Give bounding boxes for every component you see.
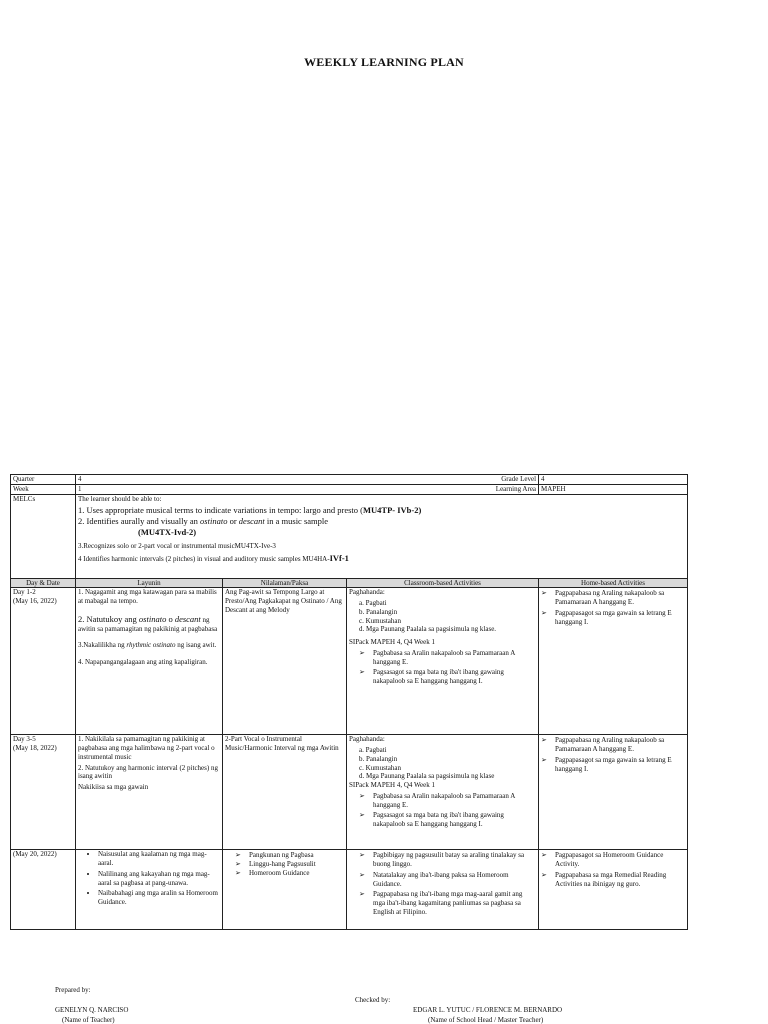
list-item: ➢ Pagbibigay ng pagsusulit batay sa araling tinalakay sa buong linggo. bbox=[359, 851, 536, 869]
week-value: 1 bbox=[78, 484, 82, 493]
list-item: ➢ Pagpapasagot sa Homeroom Guidance Activity. bbox=[541, 851, 685, 869]
layunin-cell bbox=[76, 735, 223, 850]
header-nilalaman: Nilalaman/Paksa bbox=[223, 578, 347, 588]
home-list bbox=[541, 589, 685, 626]
header-day: Day & Date bbox=[11, 578, 76, 588]
list-item: ➢ Pagbabasa sa Aralin nakapaloob sa Pamamaraan A hanggang E. bbox=[359, 792, 536, 810]
list-item: ➢ Pagpapabasa ng iba't-ibang mga mag-aaral gamit ang mga iba't-ibang kagamitang panliumas sa pagbasa sa English at Filipino. bbox=[359, 890, 536, 916]
classroom-list bbox=[349, 649, 536, 686]
list-item: ➢ Pagsasagot sa mga bata ng iba't ibang gawaing nakapaloob sa E hanggang hanggang I. bbox=[359, 811, 536, 829]
day-label: Day 3-5 bbox=[13, 735, 36, 744]
classroom-step: c. Kumustahan bbox=[359, 616, 401, 625]
prepared-name: GENELYN Q. NARCISO bbox=[55, 1006, 129, 1014]
layunin-cell bbox=[76, 588, 223, 735]
home-cell bbox=[539, 588, 688, 735]
list-item: ➢ Natatalakay ang iba't-ibang paksa sa Homeroom Guidance. bbox=[359, 871, 536, 889]
area-value: MAPEH bbox=[539, 484, 688, 494]
classroom-step: d. Mga Paunang Paalala sa pagsisimula ng klase. bbox=[359, 625, 497, 634]
list-item: • Naisusulat ang kaalaman ng mga mag-aaral. bbox=[98, 850, 220, 868]
classroom-step: a. Pagbati bbox=[359, 599, 387, 607]
table-row bbox=[11, 850, 688, 930]
day-cell bbox=[11, 850, 76, 930]
quarter-cell bbox=[76, 475, 539, 485]
weekly-learning-plan-table bbox=[10, 474, 688, 930]
prepared-label: Prepared by: bbox=[55, 986, 91, 994]
melcs-item-3: 3.Recognizes solo or 2-part vocal or instrumental musicMU4TX-Ive-3 bbox=[78, 542, 276, 551]
classroom-intro: Paghahanda: bbox=[349, 735, 385, 744]
week-row bbox=[11, 484, 688, 494]
classroom-cell bbox=[347, 735, 539, 850]
table-header-row bbox=[11, 578, 688, 588]
melcs-row bbox=[11, 494, 688, 578]
classroom-step: b. Panalangin bbox=[359, 607, 398, 616]
page-title: WEEKLY LEARNING PLAN bbox=[304, 55, 464, 69]
layunin-cell bbox=[76, 850, 223, 930]
checked-label: Checked by: bbox=[355, 996, 391, 1004]
header-home: Home-based Activities bbox=[539, 578, 688, 588]
classroom-cell bbox=[347, 588, 539, 735]
classroom-cell bbox=[347, 850, 539, 930]
melcs-intro: The learner should be able to: bbox=[78, 494, 162, 503]
melcs-item-2-code: (MU4TX-Ivd-2) bbox=[138, 526, 197, 537]
classroom-step: a. Pagbati bbox=[359, 746, 387, 754]
list-item: ➢ Pangkunan ng Pagbasa bbox=[235, 851, 344, 860]
list-item: • Nalilinang ang kakayahan ng mga mag-aaral sa pagbasa at pang-unawa. bbox=[98, 870, 220, 888]
classroom-intro: Paghahanda: bbox=[349, 588, 385, 597]
nilalaman-cell: Ang Pag-awit sa Tempong Largo at Presto/Ang Pagkakapat ng Ostinato / Ang Descant at ang Melody bbox=[223, 588, 347, 735]
classroom-step: b. Panalangin bbox=[359, 754, 398, 763]
layunin-item: 1. Nakikilala sa pamamagitan ng pakikinig at pagbabasa ang mga halimbawa ng 2-part vocal o instrumental music bbox=[78, 735, 215, 761]
grade-value: 4 bbox=[539, 475, 688, 485]
quarter-value: 4 bbox=[78, 475, 82, 483]
day-cell bbox=[11, 735, 76, 850]
list-item: ➢ Pagpapabasa sa mga Remedial Reading Activities na ibinigay ng guro. bbox=[541, 871, 685, 889]
melcs-item-1: 1. Uses appropriate musical terms to indicate variations in tempo: largo and presto (MU4TP- IVb-2) bbox=[78, 505, 422, 516]
classroom-list bbox=[349, 792, 536, 829]
table-row bbox=[11, 735, 688, 850]
day-date: (May 20, 2022) bbox=[13, 850, 57, 859]
nilalaman-list bbox=[235, 851, 344, 877]
nilalaman-cell: 2-Part Vocal o Instrumental Music/Harmonic Interval ng mga Awitin bbox=[223, 735, 347, 850]
home-list bbox=[541, 851, 685, 888]
layunin-list bbox=[78, 850, 220, 907]
home-list bbox=[541, 736, 685, 773]
checked-role: (Name of School Head / Master Teacher) bbox=[428, 1016, 544, 1024]
day-date: (May 18, 2022) bbox=[13, 744, 57, 752]
header-layunin: Layunin bbox=[76, 578, 223, 588]
home-cell bbox=[539, 735, 688, 850]
list-item: ➢ Pagsasagot sa mga bata ng iba't ibang gawaing nakapaloob sa E hanggang hanggang I. bbox=[359, 668, 536, 686]
grade-label: Grade Level bbox=[501, 475, 537, 483]
day-label: Day 1-2 bbox=[13, 588, 36, 597]
nilalaman-cell bbox=[223, 850, 347, 930]
melcs-label: MELCs bbox=[11, 494, 76, 578]
layunin-item: 2. Natutukoy ang ostinato o descant ng awitin sa pamamagitan ng pakikinig at pagbabasa bbox=[78, 613, 218, 633]
layunin-item: 1. Nagagamit ang mga katawagan para sa mabilis at mabagal na tempo. bbox=[78, 588, 217, 605]
area-label: Learning Area bbox=[495, 484, 537, 493]
layunin-item: 2. Natutukoy ang harmonic interval (2 pitches) ng isang awitin bbox=[78, 763, 218, 781]
list-item: ➢ Pagpapabasa ng Araling nakapaloob sa Pamamaraan A hanggang E. bbox=[541, 736, 685, 754]
list-item: ➢ Pagpapasagot sa mga gawain sa letrang E hanggang I. bbox=[541, 609, 685, 627]
classroom-step: c. Kumustahan bbox=[359, 763, 401, 772]
week-cell bbox=[76, 484, 539, 494]
list-item: ➢ Pagpapasagot sa mga gawain sa letrang E hanggang I. bbox=[541, 756, 685, 774]
prepared-role: (Name of Teacher) bbox=[62, 1016, 115, 1024]
list-item: ➢ Linggu-hang Pagsusulit bbox=[235, 860, 344, 869]
classroom-list bbox=[349, 851, 536, 916]
week-label: Week bbox=[11, 484, 76, 494]
day-cell bbox=[11, 588, 76, 735]
table-row bbox=[11, 588, 688, 735]
layunin-item: 4. Napapangangalagaan ang ating kapaligiran. bbox=[78, 658, 208, 666]
quarter-label: Quarter bbox=[11, 475, 76, 485]
layunin-item: 3.Nakalilikha ng rhythmic ostinato ng isang awit. bbox=[78, 641, 217, 650]
melcs-cell bbox=[76, 494, 688, 578]
home-cell bbox=[539, 850, 688, 930]
melcs-item-2: 2. Identifies aurally and visually an ostinato or descant in a music sample bbox=[78, 515, 329, 526]
layunin-item: Nakikiisa sa mga gawain bbox=[78, 783, 149, 791]
classroom-sipack: SIPack MAPEH 4, Q4 Week 1 bbox=[349, 638, 436, 646]
list-item: • Naibabahagi ang mga aralin sa Homeroom Guidance. bbox=[98, 889, 220, 907]
list-item: ➢ Homeroom Guidance bbox=[235, 869, 344, 878]
checked-name: EDGAR L. YUTUC / FLORENCE M. BERNARDO bbox=[413, 1006, 563, 1014]
list-item: ➢ Pagbabasa sa Aralin nakapaloob sa Pamamaraan A hanggang E. bbox=[359, 649, 536, 667]
day-date: (May 16, 2022) bbox=[13, 597, 57, 605]
list-item: ➢ Pagpapabasa ng Araling nakapaloob sa Pamamaraan A hanggang E. bbox=[541, 589, 685, 607]
header-classroom: Classroom-based Activities bbox=[347, 578, 539, 588]
melcs-item-4: 4 Identifies harmonic intervals (2 pitches) in visual and auditory music samples MU4HA-IVf-1 bbox=[78, 552, 349, 563]
classroom-sipack: SIPack MAPEH 4, Q4 Week 1 bbox=[349, 781, 436, 789]
classroom-step: d. Mga Paunang Paalala sa pagsisimula ng klase bbox=[359, 772, 495, 781]
quarter-row bbox=[11, 475, 688, 485]
